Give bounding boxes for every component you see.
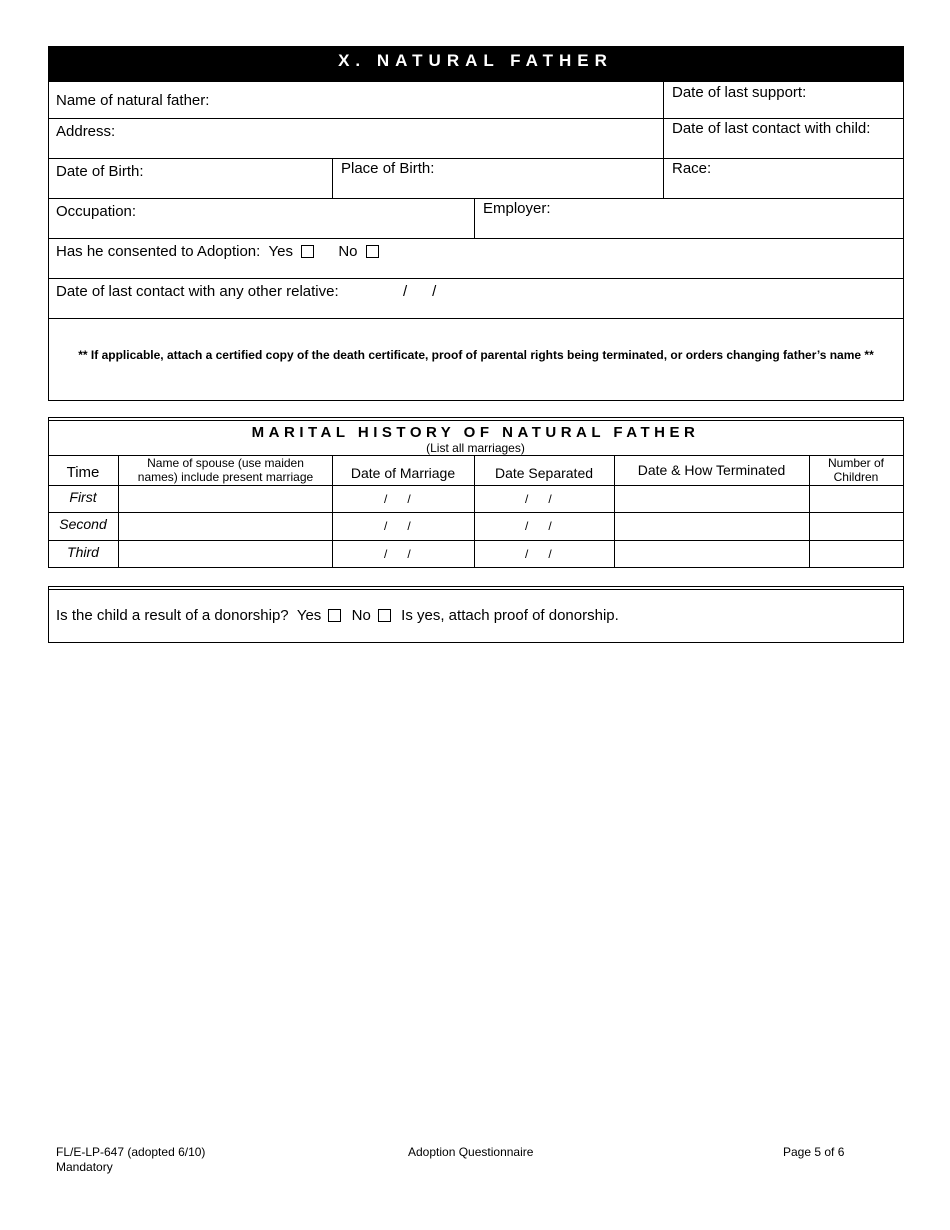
consent-no-label: No [338, 243, 358, 260]
footer-page-number: Page 5 of 6 [783, 1145, 845, 1159]
consent-yes-checkbox[interactable] [301, 245, 314, 258]
footer-title: Adoption Questionnaire [408, 1145, 534, 1159]
occupation-field[interactable]: Occupation: [56, 203, 137, 220]
consent-no-checkbox[interactable] [366, 245, 379, 258]
donorship-no-checkbox[interactable] [378, 609, 391, 622]
col-header-spouse: Name of spouse (use maiden names) include present marriage [137, 456, 314, 484]
table-row-label: Third [67, 544, 99, 560]
donorship-yes-label: Yes [296, 607, 322, 624]
col-header-terminated: Date & How Terminated [637, 462, 786, 478]
marital-history-subtitle: (List all marriages) [426, 441, 525, 455]
col-header-children: Number of Children [827, 456, 885, 484]
consent-question [56, 243, 379, 260]
marriage-date-third[interactable]: / / [384, 547, 411, 561]
footer-status: Mandatory [56, 1160, 113, 1174]
marital-history-title: MARITAL HISTORY OF NATURAL FATHER [251, 424, 700, 441]
table-row-label: Second [59, 516, 107, 532]
place-of-birth-field[interactable]: Place of Birth: [341, 160, 435, 177]
col-header-date-of-marriage: Date of Marriage [350, 465, 456, 481]
consent-label: Has he consented to Adoption: [56, 243, 261, 260]
last-contact-relative-label: Date of last contact with any other relative: [56, 283, 339, 300]
donorship-question [56, 607, 619, 624]
last-support-field[interactable]: Date of last support: [672, 84, 807, 101]
race-field[interactable]: Race: [672, 160, 712, 177]
address-field[interactable]: Address: [56, 123, 116, 140]
separated-date-third[interactable]: / / [525, 547, 552, 561]
last-contact-child-field[interactable]: Date of last contact with child: [672, 120, 871, 137]
attachment-note: ** If applicable, attach a certified copy of the death certificate, proof of parental rights being terminated, or orders changing father’s name ** [78, 348, 874, 362]
donorship-yes-checkbox[interactable] [328, 609, 341, 622]
marriage-date-second[interactable]: / / [384, 519, 411, 533]
donorship-instruction: Is yes, attach proof of donorship. [401, 607, 619, 624]
section-title: X. NATURAL FATHER [338, 51, 613, 70]
table-row-label: First [69, 489, 97, 505]
separated-date-first[interactable]: / / [525, 492, 552, 506]
donorship-no-label: No [351, 607, 371, 624]
separated-date-second[interactable]: / / [525, 519, 552, 533]
date-of-birth-field[interactable]: Date of Birth: [56, 163, 144, 180]
marriage-date-first[interactable]: / / [384, 492, 411, 506]
father-name-field[interactable]: Name of natural father: [56, 92, 210, 109]
col-header-time: Time [66, 464, 100, 481]
employer-field[interactable]: Employer: [483, 200, 551, 217]
last-contact-relative-date[interactable]: / / [403, 283, 437, 300]
col-header-date-separated: Date Separated [494, 465, 594, 481]
consent-yes-label: Yes [268, 243, 293, 260]
donorship-question-label: Is the child a result of a donorship? [56, 607, 289, 624]
footer-form-id: FL/E-LP-647 (adopted 6/10) [56, 1145, 206, 1159]
